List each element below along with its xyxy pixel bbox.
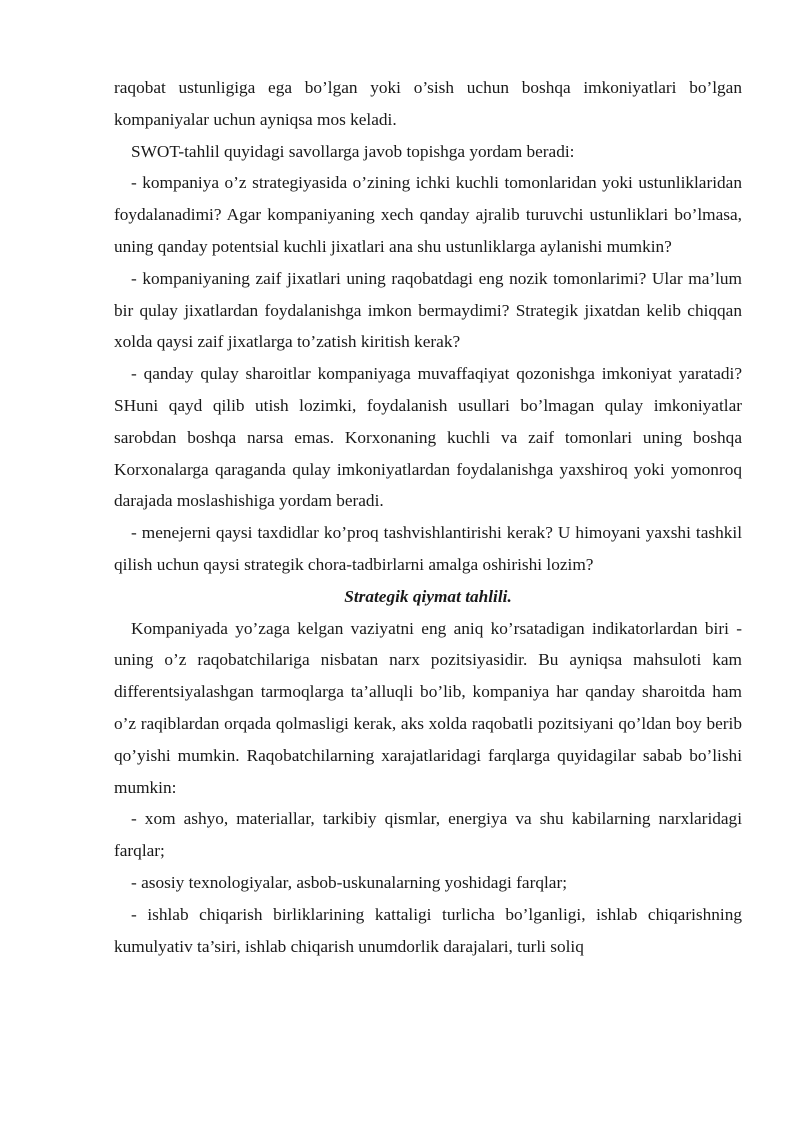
paragraph-list-item-materials: - xom ashyo, materiallar, tarkibiy qismlar, energiya va shu kabilarning narxlaridagi farqlar; bbox=[114, 809, 742, 861]
paragraph-swot-intro: SWOT-tahlil quyidagi savollarga javob topishga yordam beradi: bbox=[131, 141, 575, 161]
paragraph-price-position: Kompaniyada yo’zaga kelgan vaziyatni eng aniq ko’rsatadigan indikatorlardan biri - uning o’z raqobatchilariga nisbatan narx pozitsiyasidir. Bu ayniqsa mahsuloti kam differentsiyalashgan tarmoqlarga ta’alluqli bo’lib, kompaniya har qanday sharoitda ham o’z raqiblardan orqada qolmasligi kerak, aks xolda raqobatli pozitsiyani qo’ldan boy berib qo’yishi mumkin. Raqobatchilarning xarajatlaridagi farqlarga quyidagilar sabab bo’lishi mumkin: bbox=[114, 618, 742, 797]
paragraph-continuation: raqobat ustunligiga ega bo’lgan yoki o’sish uchun boshqa imkoniyatlari bo’lgan kompaniyalar uchun ayniqsa mos keladi. bbox=[114, 78, 742, 129]
paragraph-question-threats: - menejerni qaysi taxdidlar ko’proq tashvishlantirishi kerak? U himoyani yaxshi tashkil qilish uchun qaysi strategik chora-tadbirlarni amalga oshirishi lozim? bbox=[114, 523, 742, 574]
paragraph-question-strengths: - kompaniya o’z strategiyasida o’zining ichki kuchli tomonlaridan yoki ustunliklaridan foydalanadimi? Agar kompaniyaning xech qanday ajralib turuvchi ustunliklari bo’lmasa, uning qanday potentsial kuchli jixatlari ana shu ustunliklarga aylanishi mumkin? bbox=[114, 173, 742, 256]
section-heading: Strategik qiymat tahlili. bbox=[344, 586, 512, 606]
document-page bbox=[114, 72, 742, 962]
paragraph-question-weaknesses: - kompaniyaning zaif jixatlari uning raqobatdagi eng nozik tomonlarimi? Ular ma’lum bir qulay jixatlardan foydalanishga imkon bermaydimi? Strategik jixatdan kelib chiqqan xolda qaysi zaif jixatlarga to’zatish kiritish kerak? bbox=[114, 268, 742, 352]
paragraph-list-item-technologies: - asosiy texnologiyalar, asbob-uskunalarning yoshidagi farqlar; bbox=[131, 872, 568, 892]
paragraph-question-opportunities: - qanday qulay sharoitlar kompaniyaga muvaffaqiyat qozonishga imkoniyat yaratadi? SHuni qayd qilib utish lozimki, foydalanish usullari bo’lmagan qulay imkoniyatlar sarobdan boshqa narsa emas. Korxonaning kuchli va zaif tomonlari uning boshqa Korxonalarga qaraganda qulay imkoniyatlardan foydalanishga yaxshiroq yoki yomonroq darajada moslashishiga yordam beradi. bbox=[114, 364, 742, 511]
paragraph-list-item-production: - ishlab chiqarish birliklarining kattaligi turlicha bo’lganligi, ishlab chiqarishning kumulyativ ta’siri, ishlab chiqarish unumdorlik darajalari, turli soliq bbox=[114, 904, 742, 956]
